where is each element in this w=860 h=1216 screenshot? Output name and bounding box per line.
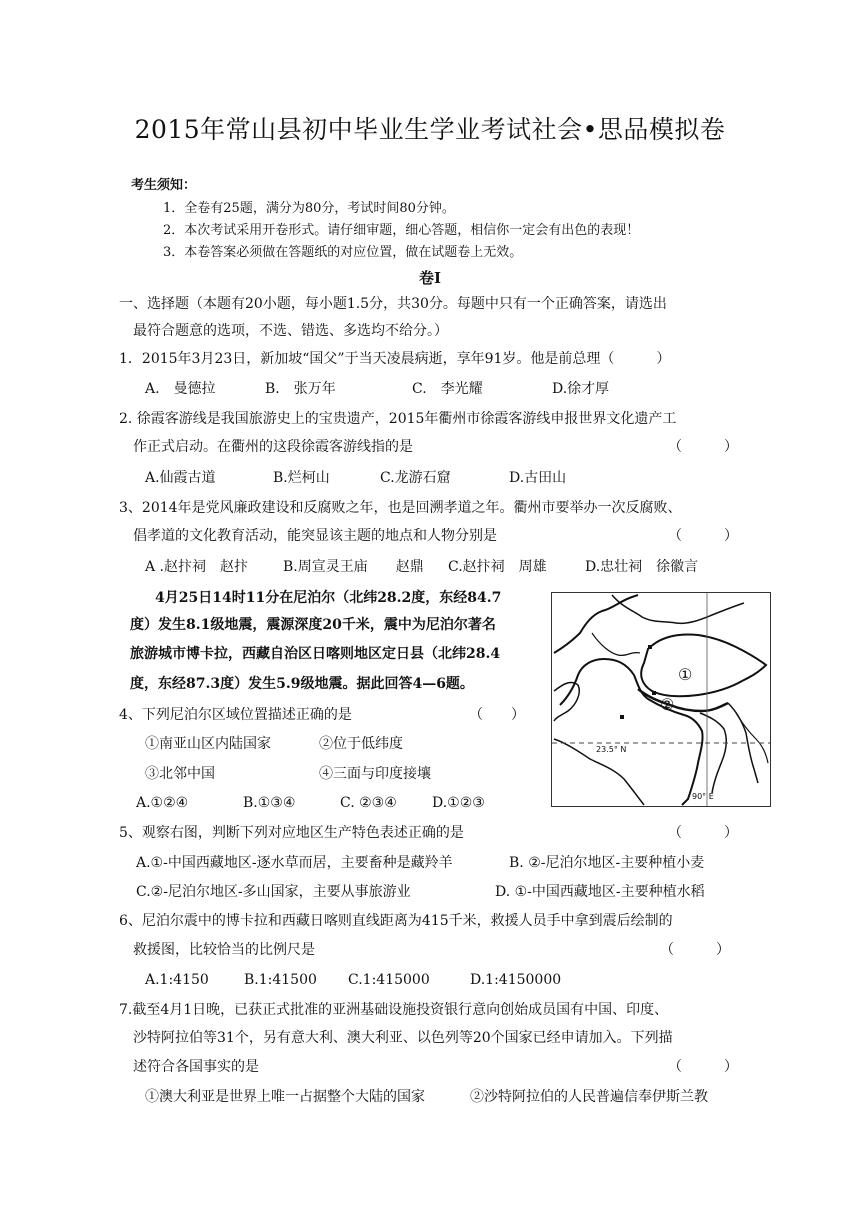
q4-option-b: B.①③④ (243, 795, 296, 811)
q3-stem-1: 3、2014年是党风廉政建设和反腐败之年，也是回溯孝道之年。衢州市要举办一次反腐败、 (119, 500, 682, 516)
exam-title: 2015年常山县初中毕业生学业考试社会•思品模拟卷 (134, 115, 726, 144)
part-one-line-2: 最符合题意的选项，不选、错选、多选均不给分。） (133, 323, 448, 339)
q5-option-b: B. ②-尼泊尔地区-主要种植小麦 (509, 855, 705, 871)
map-drawing (552, 593, 770, 806)
map-west-region (554, 683, 579, 721)
passage-line-4: 度，东经87.3度）发生5.9级地震。据此回答4—6题。 (130, 676, 474, 692)
q7-answer-paren: （ ） (668, 1059, 738, 1075)
map-bangladesh-border (700, 713, 726, 793)
q5-option-a: A.①-中国西藏地区-逐水草而居，主要畜种是藏羚羊 (136, 855, 453, 871)
q5-option-c: C.②-尼泊尔地区-多山国家，主要从事旅游业 (136, 884, 411, 900)
map-region-label-1: ① (678, 665, 693, 684)
map-myanmar-border (736, 713, 768, 763)
q4-option-d: D.①②③ (432, 795, 485, 811)
passage-line-1: 4月25日14时11分在尼泊尔（北纬28.2度，东经84.7 (155, 590, 502, 606)
q4-statement-3: ③北邻中国 (145, 766, 215, 782)
q3-stem-2: 倡孝道的文化教育活动，能突显该主题的地点和人物分别是 (133, 528, 497, 544)
q3-answer-paren: （ ） (668, 528, 738, 544)
q4-statement-4: ④三面与印度接壤 (319, 766, 431, 782)
map-tibet-outline (641, 635, 766, 697)
q3-option-c: C.赵抃祠 周雄 (448, 559, 547, 575)
q6-option-d: D.1:4150000 (470, 972, 562, 988)
q7-stem-1: 7.截至4月1日晚，已获正式批准的亚洲基础设施投资银行意向创始成员国有中国、印度、 (119, 1002, 669, 1018)
map-longitude-label: 90° E (692, 792, 714, 801)
part-one-line-1: 一、选择题（本题有20小题，每小题1.5分，共30分。每题中只有一个正确答案，请选出 (119, 296, 667, 312)
q2-stem-2: 作正式启动。在衢州的这段徐霞客游线指的是 (133, 439, 413, 455)
notice-item-2: 2．本次考试采用开卷形式。请仔细审题，细心答题，相信你一定会有出色的表现！ (163, 223, 640, 238)
q5-answer-paren: （ ） (668, 825, 738, 841)
map-marker-pokhara (652, 691, 656, 695)
q4-statement-1: ①南亚山区内陆国家 (145, 736, 271, 752)
q7-statement-2: ②沙特阿拉伯的人民普遍信奉伊斯兰教 (470, 1089, 708, 1105)
q3-option-d: D.忠壮祠 徐徽言 (585, 559, 699, 575)
passage-line-3: 旅游城市博卡拉，西藏自治区日喀则地区定日县（北纬28.4 (130, 646, 501, 662)
q6-stem-1: 6、尼泊尔震中的博卡拉和西藏日喀则直线距离为415千米，救援人员手中拿到震后绘制的 (119, 913, 673, 929)
q5-option-d: D. ①-中国西藏地区-主要种植水稻 (495, 884, 705, 900)
q1-option-b: B. 张万年 (265, 381, 336, 397)
south-asia-map (551, 592, 771, 807)
q2-option-d: D.古田山 (509, 470, 567, 486)
q1-option-a: A. 曼德拉 (145, 381, 216, 397)
q2-option-a: A.仙霞古道 (145, 470, 216, 486)
map-marker-west (620, 715, 624, 719)
q1-option-d: D.徐才厚 (552, 381, 610, 397)
q2-option-c: C.龙游石窟 (380, 470, 451, 486)
notice-heading: 考生须知： (131, 178, 197, 193)
notice-item-3: 3．本卷答案必须做在答题纸的对应位置，做在试题卷上无效。 (163, 245, 523, 260)
map-region-label-2: ② (660, 695, 675, 714)
map-marker-north (648, 645, 652, 649)
q6-answer-paren: （ ） (660, 942, 730, 958)
q6-option-c: C.1:415000 (348, 972, 430, 988)
passage-line-2: 度）发生8.1级地震，震源深度20千米，震中为尼泊尔著名 (130, 617, 496, 633)
map-north-border (612, 595, 744, 623)
q2-option-b: B.烂柯山 (273, 470, 330, 486)
q6-option-b: B.1:41500 (244, 972, 317, 988)
q2-stem-1: 2. 徐霞客游线是我国旅游史上的宝贵遗产，2015年衢州市徐霞客游线申报世界文化遗产工 (119, 411, 677, 427)
q3-option-b: B.周宣灵王庙 赵鼎 (283, 559, 424, 575)
q4-option-a: A.①②④ (136, 795, 189, 811)
q1-stem: 1．2015年3月23日，新加坡“国父”于当天凌晨病逝，享年91岁。他是前总理（ ） (119, 351, 671, 367)
q7-statement-1: ①澳大利亚是世界上唯一占据整个大陆的国家 (145, 1089, 425, 1105)
map-river (592, 633, 640, 655)
map-latitude-label: 23.5° N (596, 745, 627, 754)
q2-answer-paren: （ ） (668, 439, 738, 455)
q4-stem: 4、下列尼泊尔区域位置描述正确的是 (119, 707, 352, 723)
q3-option-a: A .赵抃祠 赵抃 (145, 559, 249, 575)
q4-answer-paren: （ ） (469, 707, 525, 723)
q1-option-c: C. 李光耀 (412, 381, 483, 397)
q5-stem: 5、观察右图，判断下列对应地区生产特色表述正确的是 (119, 825, 464, 841)
q6-stem-2: 救援图，比较恰当的比例尺是 (133, 942, 315, 958)
map-west-coast (554, 595, 638, 653)
notice-item-1: 1．全卷有25题，满分为80分，考试时间80分钟。 (163, 201, 455, 216)
q7-stem-2: 沙特阿拉伯等31个，另有意大利、澳大利亚、以色列等20个国家已经申请加入。下列描 (133, 1030, 673, 1046)
q4-option-c: C. ②③④ (340, 795, 397, 811)
q7-stem-3: 述符合各国事实的是 (133, 1059, 259, 1075)
section-title: 卷Ⅰ (418, 269, 442, 287)
q4-statement-2: ②位于低纬度 (319, 736, 403, 752)
q6-option-a: A.1:4150 (145, 972, 209, 988)
